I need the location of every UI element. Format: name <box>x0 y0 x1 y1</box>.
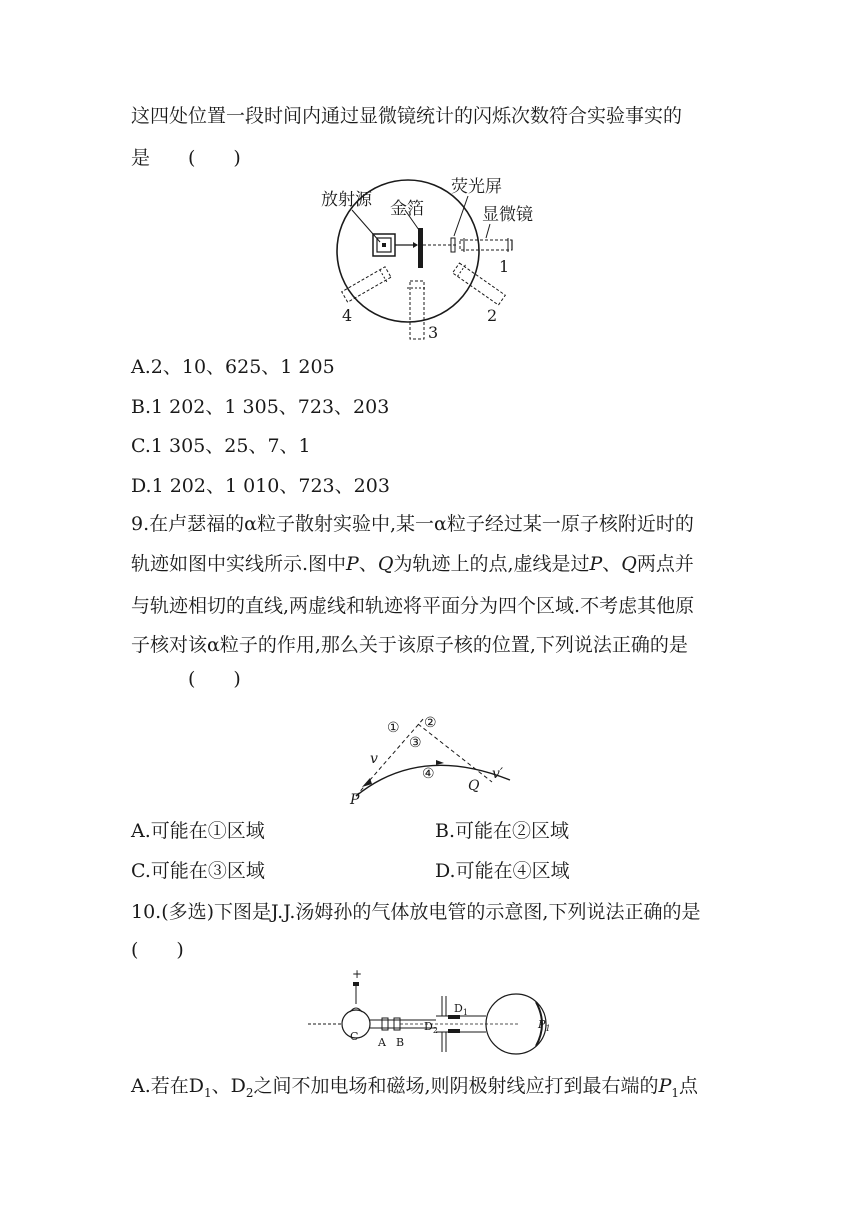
label-d2: $D_2$ <box>424 1020 438 1035</box>
region-3: ③ <box>409 735 422 751</box>
q10-text-line2: ( ) <box>131 939 184 961</box>
q8-text-line1: 这四处位置一段时间内通过显微镜统计的闪烁次数符合实验事实的 <box>131 105 683 127</box>
q9-option-b: B.可能在②区域 <box>435 820 570 842</box>
q8-option-b: B.1 202、1 305、723、203 <box>131 396 390 418</box>
q8-option-a: A.2、10、625、1 205 <box>131 356 335 378</box>
label-p: P <box>350 792 360 808</box>
q9-option-a: A.可能在①区域 <box>131 820 265 842</box>
gold-foil <box>418 228 423 268</box>
q10-text-line1: 10.(多选)下图是J.J.汤姆孙的气体放电管的示意图,下列说法正确的是 <box>131 901 701 923</box>
microscope-position-4 <box>341 265 392 304</box>
label-position-3: 3 <box>428 323 439 342</box>
label-c: C <box>350 1030 359 1043</box>
q9-answer-paren: ( ) <box>188 668 241 690</box>
label-v-prime: v′ <box>492 766 504 782</box>
q10-figure <box>308 966 564 1056</box>
plate-d2 <box>448 1029 460 1033</box>
q10-option-a: A.若在$D_1$、$D_2$之间不加电场和磁场,则阴极射线应打到最右端的$P_1$点 <box>131 1075 699 1100</box>
q9-text-line4: 子核对该α粒子的作用,那么关于该原子核的位置,下列说法正确的是 <box>131 634 688 656</box>
region-4: ④ <box>422 766 435 782</box>
label-b: B <box>396 1036 405 1049</box>
q9-text-line1: 9.在卢瑟福的α粒子散射实验中,某一α粒子经过某一原子核附近时的 <box>131 513 694 535</box>
q9-text-line2: 轨迹如图中实线所示.图中P、Q为轨迹上的点,虚线是过P、Q两点并 <box>131 553 694 575</box>
label-p1: $P_1$ <box>538 1018 551 1033</box>
label-position-4: 4 <box>342 306 353 325</box>
label-source: 放射源 <box>321 190 372 210</box>
q9-option-d: D.可能在④区域 <box>435 860 570 882</box>
label-a: A <box>378 1036 386 1049</box>
label-position-2: 2 <box>487 306 498 325</box>
q9-text-line3: 与轨迹相切的直线,两虚线和轨迹将平面分为四个区域.不考虑其他原 <box>131 595 695 617</box>
label-v: v <box>370 751 378 767</box>
plus-sign: + <box>352 967 363 981</box>
microscope-position-3 <box>407 281 427 339</box>
q9-figure <box>340 708 530 808</box>
q8-figure <box>318 176 550 344</box>
q9-option-c: C.可能在③区域 <box>131 860 265 882</box>
label-d1: $D_1$ <box>454 1002 468 1017</box>
label-q: Q <box>468 778 480 794</box>
plate-d1 <box>448 1015 460 1019</box>
region-1: ① <box>387 720 400 736</box>
microscope-position-1 <box>460 238 512 252</box>
q8-option-c: C.1 305、25、7、1 <box>131 435 311 457</box>
region-2: ② <box>424 715 437 731</box>
label-position-1: 1 <box>499 257 510 276</box>
q8-text-line2: 是 ( ) <box>131 147 241 169</box>
q8-option-d: D.1 202、1 010、723、203 <box>131 475 390 497</box>
label-microscope: 显微镜 <box>482 205 533 225</box>
label-foil: 金箔 <box>390 199 424 219</box>
label-screen: 荧光屏 <box>451 177 502 197</box>
